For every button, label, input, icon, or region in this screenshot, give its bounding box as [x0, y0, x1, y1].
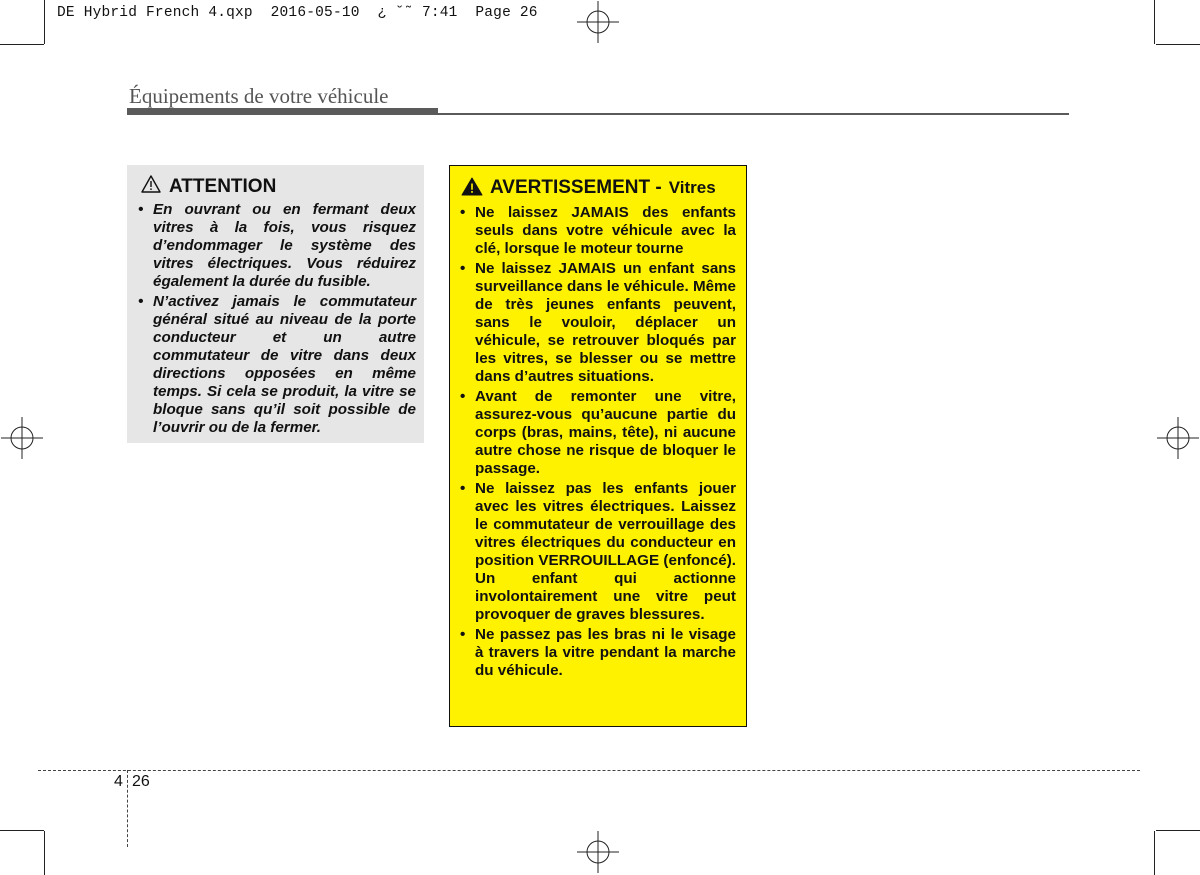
warning-header — [461, 177, 736, 201]
registration-mark-icon — [577, 1, 619, 43]
list-item: • Ne passez pas les bras ni le visage à travers la vitre pendant la marche du véhicule. — [460, 626, 736, 679]
list-item: • Ne laissez JAMAIS des enfants seuls dans votre véhicule avec la clé, lorsque le moteur tourne — [460, 204, 736, 257]
list-item: • Avant de remonter une vitre, assurez-vous qu’aucune partie du corps (bras, mains, tête), ni aucune autre chose ne risque de bloquer le passage. — [460, 388, 736, 477]
crop-mark — [44, 0, 45, 44]
registration-mark-icon — [1, 417, 43, 459]
crop-mark — [1156, 830, 1200, 831]
warning-box — [449, 165, 747, 727]
section-title: Équipements de votre véhicule — [129, 84, 389, 108]
crop-mark — [1156, 44, 1200, 45]
footer-divider — [127, 770, 128, 847]
list-item: • Ne laissez JAMAIS un enfant sans surveillance dans le véhicule. Même de très jeunes enfants peuvent, sans le vouloir, déplacer un véhicule, se retrouver bloqués par les vitres, se blesser ou se mettre dans d’autres situations. — [460, 260, 736, 385]
chapter-number: 4 — [114, 773, 123, 790]
crop-mark — [0, 44, 44, 45]
crop-mark — [0, 830, 44, 831]
attention-list — [138, 201, 416, 437]
crop-mark — [44, 831, 45, 875]
crop-mark — [1154, 0, 1155, 44]
attention-title: ATTENTION — [169, 175, 277, 197]
warning-list — [459, 204, 736, 680]
print-slug: DE Hybrid French 4.qxp 2016-05-10 ¿ ˘˜ 7:41 Page 26 — [57, 5, 538, 21]
list-item: • Ne laissez pas les enfants jouer avec les vitres électriques. Laissez le commutateur de verrouillage des vitres électriques du conducteur en position VERROUILLAGE (enfoncé). Un enfant qui actionne involontairement une vitre peut provoquer de graves blessures. — [460, 480, 736, 623]
list-item: • N’activez jamais le commutateur général situé au niveau de la porte conducteur et un autre commutateur de vitre dans deux directions opposées en même temps. Si cela se produit, la vitre se bloque sans qu’il soit possible de l’ouvrir ou de la fermer. — [138, 293, 416, 436]
warning-subtitle: Vitres — [668, 178, 716, 197]
footer-rule — [38, 770, 1140, 771]
warning-triangle-filled-icon — [461, 177, 483, 201]
attention-header — [141, 175, 416, 198]
list-item: • En ouvrant ou en fermant deux vitres à la fois, vous risquez d’endommager le système des vitres électriques. Vous réduirez également la durée du fusible. — [138, 201, 416, 290]
warning-title: AVERTISSEMENT - — [490, 177, 662, 198]
title-rule-accent — [127, 108, 438, 115]
registration-mark-icon — [1157, 417, 1199, 459]
crop-mark — [1154, 831, 1155, 875]
attention-box — [127, 165, 424, 443]
registration-mark-icon — [577, 831, 619, 873]
warning-triangle-icon — [141, 175, 161, 199]
page-number: 26 — [132, 773, 150, 790]
